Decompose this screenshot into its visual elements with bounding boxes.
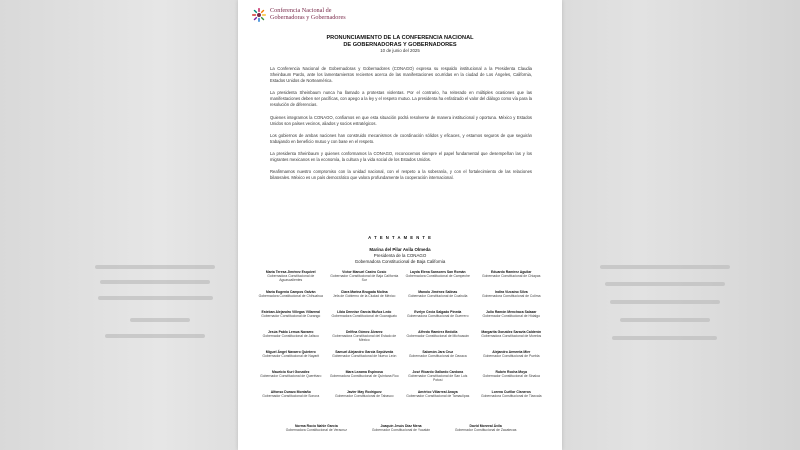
signatory-post: Gobernadora Constitucional de Morelos <box>481 334 542 339</box>
background-blur <box>605 282 725 286</box>
signatories-last-row <box>276 424 526 440</box>
signatory-post: Gobernadora Constitucional de Guanajuato <box>331 314 397 319</box>
signatory-post: Gobernadora Constitucional de Aguascalientes <box>267 274 315 283</box>
signatory-name: Miguel Ángel Navarro Quintero <box>265 350 316 354</box>
signatory-name: Julio Ramón Menchaca Salazar <box>485 310 537 314</box>
signatory-post: Gobernador Constitucional de Baja California Sur <box>330 274 399 283</box>
signatory <box>330 290 400 306</box>
paragraph: Reafirmamos nuestro compromiso con la unidad nacional, con el respeto a la soberanía, y con el fortalecimiento de las relaciones bilaterales. México es un país democrático que valora profundamente la cooperación internacional. <box>270 169 532 181</box>
signatory-post: Gobernador Constitucional de Yucatán <box>371 428 431 433</box>
signatory <box>256 390 326 406</box>
signatory-post: Gobernador Constitucional de Oaxaca <box>408 354 467 359</box>
signatory <box>256 270 326 286</box>
signatory-name: Manolo Jiménez Salinas <box>418 290 458 294</box>
signatory <box>330 350 400 366</box>
signatory-name: Esteban Alejandro Villegas Villarreal <box>261 310 321 314</box>
org-line-1: Conferencia Nacional de <box>270 7 332 14</box>
signatory-post: Gobernador Constitucional de Nuevo León <box>332 354 397 359</box>
signatory-post: Gobernador Constitucional de Michoacán <box>406 334 469 339</box>
signatory <box>403 370 473 386</box>
background-blur <box>100 280 210 284</box>
signatory-name: Clara Marina Brugada Molina <box>340 290 388 294</box>
signatory <box>330 270 400 286</box>
signatory-name: Salomón Jara Cruz <box>422 350 454 354</box>
signatory <box>477 270 547 286</box>
signatory <box>477 310 547 326</box>
signatory-name: María Eugenia Campos Galván <box>265 290 316 294</box>
signatory-name: Alfredo Ramírez Bedolla <box>418 330 458 334</box>
signatory-name: Víctor Manuel Castro Cosío <box>342 270 387 274</box>
signatory <box>403 310 473 326</box>
signatory-name: Layda Elena Sansores San Román <box>409 270 466 274</box>
signatory <box>477 390 547 406</box>
signatory-post: Gobernador Constitucional de Tabasco <box>334 394 394 399</box>
signatory-name: Javier May Rodríguez <box>346 390 382 394</box>
signatory <box>445 424 526 440</box>
signatory <box>276 424 357 440</box>
organization-name <box>270 7 346 21</box>
president-role: Presidenta de la CONAGO <box>373 253 427 258</box>
signatory <box>477 330 547 346</box>
signatory-name: Jesús Pablo Lemus Navarro <box>268 330 314 334</box>
signatory-post: Gobernador Constitucional de Sinaloa <box>482 374 540 379</box>
signatory-name: Delfina Gómez Álvarez <box>345 330 383 334</box>
background-blur <box>610 300 720 304</box>
signatory <box>330 390 400 406</box>
signatory-post: Gobernador Constitucional de Tamaulipas <box>406 394 470 399</box>
signatory <box>330 330 400 346</box>
org-line-2: Gobernadoras y Gobernadores <box>270 14 346 21</box>
signatory <box>256 310 326 326</box>
document-date: 10 de junio del 2025 <box>380 48 420 54</box>
signatory <box>256 330 326 346</box>
closing-salutation: A T E N T A M E N T E <box>368 235 432 240</box>
signatory <box>403 390 473 406</box>
conago-logo-icon <box>250 6 268 24</box>
paragraph: La presidenta Sheinbaum y quienes conformamos la CONAGO, reconocemos siempre el papel fundamental que desempeñan las y los migrantes mexicanos en la economía, la cultura y la vida social de los Estados Unidos. <box>270 150 532 163</box>
signatory-post: Gobernadora Constitucional de Colima <box>482 294 541 299</box>
signatory-name: María Teresa Jiménez Esquivel <box>265 270 316 274</box>
background-blur <box>612 336 717 340</box>
document-header <box>238 35 562 54</box>
signatory-post: Gobernador Constitucional de Hidalgo <box>482 314 540 319</box>
signatory <box>477 350 547 366</box>
president-post: Gobernadora Constitucional de Baja California <box>354 259 446 264</box>
signatory-name: José Ricardo Gallardo Cardona <box>412 370 464 374</box>
paragraph: Los gobiernos de ambas naciones han construido mecanismos de coordinación sólidos y eficaces, y estamos seguros de que seguirán trabajando en beneficio mutuo y con base en el respeto. <box>270 132 532 144</box>
signatory-name: Mara Lezama Espinosa <box>345 370 383 374</box>
background-blur <box>600 265 730 269</box>
signatory <box>256 290 326 306</box>
signatory-name: Samuel Alejandro García Sepúlveda <box>335 350 394 354</box>
background-blur <box>105 334 205 338</box>
signatory <box>477 370 547 386</box>
document-title-line-1: PRONUNCIAMIENTO DE LA CONFERENCIA NACIONAL <box>326 35 474 41</box>
background-blur <box>620 318 710 322</box>
signatory-name: Alejandro Armenta Mier <box>492 350 531 354</box>
document-page <box>238 0 562 450</box>
signatory-name: Evelyn Cecia Salgado Pineda <box>414 310 462 314</box>
signatory <box>477 290 547 306</box>
signatory <box>403 350 473 366</box>
paragraph: La presidenta Sheinbaum nunca ha llamado a protestas violentas. Por el contrario, ha reiterado en múltiples ocasiones que las manifestaciones deben ser pacíficas, con apego a la ley y el respeto mutuo. La presidenta ha enfatizado el valor del diálogo como vía para la resolución de diferencias. <box>270 90 532 108</box>
signatory <box>403 290 473 306</box>
signatory-name: Eduardo Ramírez Aguilar <box>491 270 532 274</box>
paragraph: Quienes integramos la CONAGO, confiamos en que esta situación podrá resolverse de manera institucional y oportuna. México y Estados Unidos son países vecinos, aliados y socios estratégicos. <box>270 114 532 126</box>
signatory-name: Norma Rocío Nahle García <box>294 424 338 428</box>
signatory-name: Alfonso Durazo Montaño <box>270 390 311 394</box>
signatory-post: Gobernadora Constitucional de Campeche <box>405 274 470 279</box>
signatory-name: David Monreal Ávila <box>469 424 502 428</box>
signatory-post: Gobernadora Constitucional de Chihuahua <box>258 294 323 299</box>
signatories-grid <box>256 270 546 406</box>
signatory-post: Jefa de Gobierno de la Ciudad de México <box>333 294 396 299</box>
signatory-post: Gobernador Constitucional de Sonora <box>262 394 320 399</box>
signatory <box>330 310 400 326</box>
signatory-post: Gobernadora Constitucional de Quintana Roo <box>329 374 399 379</box>
signatory <box>361 424 442 440</box>
signatory-post: Gobernador Constitucional de Zacatecas <box>454 428 517 433</box>
signatory-name: Indira Vizcaíno Silva <box>494 290 528 294</box>
signatory-post: Gobernador Constitucional de Querétaro <box>260 374 322 379</box>
signatory-post: Gobernadora Constitucional del Estado de México <box>332 334 397 343</box>
signatory <box>403 270 473 286</box>
paragraph: La Conferencia Nacional de Gobernadoras y Gobernadores (CONAGO) expresa su respaldo institucional a la Presidenta Claudia Sheinbaum Pardo, ante los lamentamientos recientes acerca de las manifestaciones ocurridas en la ciudad de Los Ángeles, California, Estados Unidos de Norteamérica. <box>270 66 532 84</box>
signatory-name: Joaquín Jesús Díaz Mena <box>380 424 422 428</box>
background-blur <box>130 318 190 322</box>
signatory-name: Libia Dennise García Muñoz Ledo <box>337 310 392 314</box>
signatory <box>256 370 326 386</box>
signatory <box>256 350 326 366</box>
signatory-post: Gobernador Constitucional de San Luis Potosí <box>408 374 468 383</box>
signatory-name: Lorena Cuéllar Cisneros <box>491 390 531 394</box>
president-name: Marina del Pilar Avila Olmeda <box>369 247 431 252</box>
document-body <box>270 66 532 187</box>
signatory-post: Gobernador Constitucional de Jalisco <box>262 334 319 339</box>
president-signature <box>238 247 562 265</box>
signatory-name: Margarita González Saravia Calderón <box>481 330 542 334</box>
signatory-post: Gobernadora Constitucional de Guerrero <box>407 314 469 319</box>
signatory-post: Gobernador Constitucional de Chiapas <box>482 274 541 279</box>
document-title-line-2: DE GOBERNADORAS Y GOBERNADORES <box>343 41 457 48</box>
signatory <box>403 330 473 346</box>
signatory <box>330 370 400 386</box>
signatory-post: Gobernador Constitucional de Puebla <box>482 354 540 359</box>
signatory-post: Gobernador Constitucional de Nayarit <box>262 354 320 359</box>
signatory-post: Gobernadora Constitucional de Veracruz <box>285 428 347 433</box>
background-blur <box>95 265 215 269</box>
background-blur <box>98 296 213 300</box>
signatory-post: Gobernadora Constitucional de Tlaxcala <box>481 394 542 399</box>
signatory-name: Mauricio Kuri González <box>272 370 310 374</box>
signatory-name: Américo Villarreal Anaya <box>417 390 458 394</box>
signatory-post: Gobernador Constitucional de Durango <box>261 314 321 319</box>
signatory-post: Gobernador Constitucional de Coahuila <box>408 294 468 299</box>
signatory-name: Rubén Rocha Moya <box>495 370 527 374</box>
